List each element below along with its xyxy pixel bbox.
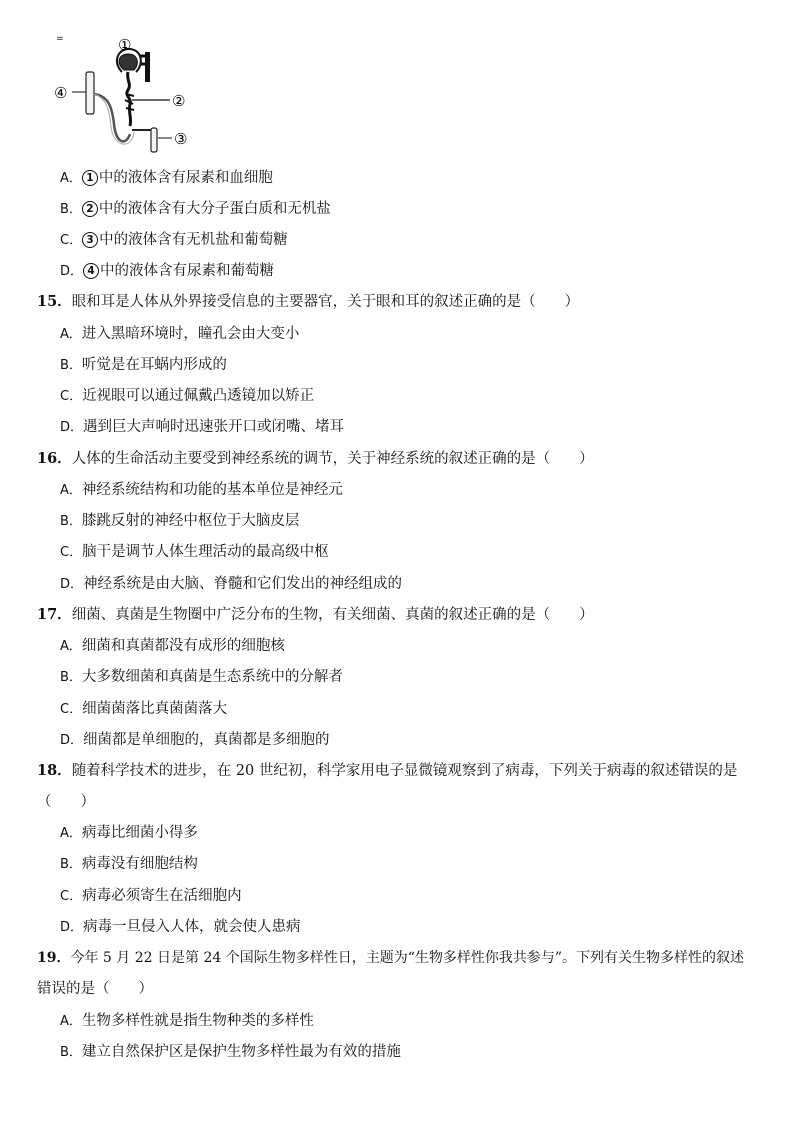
vessel bbox=[145, 52, 150, 82]
option-text: 神经系统结构和功能的基本单位是神经元 bbox=[81, 482, 343, 498]
question-number: 15． bbox=[37, 293, 72, 310]
label-2: ② bbox=[172, 92, 186, 110]
option-letter: C． bbox=[60, 702, 83, 717]
question-text: 今年 5 月 22 日是第 24 个国际生物多样性日，主题为“生物多样性你我共参与”。下列有关生物多样性的叙述 bbox=[70, 950, 745, 966]
outflow-vessel bbox=[151, 128, 157, 152]
option-letter: B． bbox=[60, 358, 82, 373]
question-number: 18． bbox=[37, 762, 72, 779]
q15-option-a[interactable] bbox=[0, 322, 794, 346]
option-letter: D． bbox=[60, 264, 84, 279]
option-text: 病毒必须寄生在活细胞内 bbox=[82, 888, 242, 904]
option-text: 中的液体含有大分子蛋白质和无机盐 bbox=[98, 201, 331, 217]
q18-stem-continued bbox=[0, 790, 794, 814]
question-text-continued: 错误的是（ ） bbox=[37, 981, 153, 997]
option-letter: B． bbox=[60, 202, 82, 217]
q16-option-a[interactable] bbox=[0, 478, 794, 502]
q14-option-d[interactable] bbox=[0, 259, 794, 283]
q19-option-a[interactable] bbox=[0, 1009, 794, 1033]
q18-option-d[interactable] bbox=[0, 915, 794, 939]
option-letter: A． bbox=[60, 483, 82, 498]
q19-option-b[interactable] bbox=[0, 1040, 794, 1064]
renal-tubule bbox=[127, 72, 131, 126]
answer-bracket: （ ） bbox=[37, 794, 95, 810]
nephron-illustration bbox=[52, 34, 202, 158]
option-letter: A． bbox=[60, 1014, 82, 1029]
option-text: 听觉是在耳蜗内形成的 bbox=[81, 357, 227, 373]
option-text: 病毒比细菌小得多 bbox=[81, 825, 198, 841]
circled-number: 4 bbox=[83, 263, 99, 279]
option-text: 病毒没有细胞结构 bbox=[81, 856, 198, 872]
option-text: 病毒一旦侵入人体，就会使人患病 bbox=[83, 919, 301, 935]
q15-option-b[interactable] bbox=[0, 353, 794, 377]
option-text: 大多数细菌和真菌是生态系统中的分解者 bbox=[81, 669, 343, 685]
option-letter: A． bbox=[60, 826, 82, 841]
option-letter: A． bbox=[60, 171, 82, 186]
option-letter: C． bbox=[60, 389, 83, 404]
question-text: 人体的生命活动主要受到神经系统的调节，关于神经系统的叙述正确的是（ ） bbox=[71, 451, 594, 467]
q14-option-c[interactable] bbox=[0, 228, 794, 252]
q18-stem bbox=[0, 759, 794, 783]
option-text: 中的液体含有尿素和葡萄糖 bbox=[100, 263, 275, 279]
option-letter: B． bbox=[60, 1045, 82, 1060]
option-letter: C． bbox=[60, 233, 83, 248]
option-text: 细菌菌落比真菌菌落大 bbox=[82, 701, 228, 717]
label-3: ③ bbox=[174, 130, 188, 148]
q15-option-d[interactable] bbox=[0, 415, 794, 439]
question-number: 17． bbox=[37, 606, 72, 623]
option-letter: D． bbox=[60, 733, 84, 748]
q19-stem-continued bbox=[0, 977, 794, 1001]
q16-option-c[interactable] bbox=[0, 540, 794, 564]
q16-option-b[interactable] bbox=[0, 509, 794, 533]
option-text: 中的液体含有无机盐和葡萄糖 bbox=[99, 232, 288, 248]
option-text: 近视眼可以通过佩戴凸透镜加以矫正 bbox=[82, 388, 315, 404]
option-text: 细菌和真菌都没有成形的细胞核 bbox=[81, 638, 285, 654]
option-letter: C． bbox=[60, 545, 83, 560]
option-letter: A． bbox=[60, 327, 82, 342]
q14-option-b[interactable] bbox=[0, 197, 794, 221]
option-text: 生物多样性就是指生物种类的多样性 bbox=[81, 1013, 314, 1029]
option-letter: B． bbox=[60, 670, 82, 685]
option-letter: B． bbox=[60, 857, 82, 872]
circled-number: 2 bbox=[82, 201, 98, 217]
option-text: 脑干是调节人体生理活动的最高级中枢 bbox=[82, 544, 329, 560]
option-letter: B． bbox=[60, 514, 82, 529]
q15-stem bbox=[0, 290, 794, 314]
option-text: 遇到巨大声响时迅速张开口或闭嘴、堵耳 bbox=[83, 419, 345, 435]
q17-option-a[interactable] bbox=[0, 634, 794, 658]
q17-stem bbox=[0, 603, 794, 627]
q15-option-c[interactable] bbox=[0, 384, 794, 408]
circled-number: 1 bbox=[82, 170, 98, 186]
option-letter: D． bbox=[60, 420, 84, 435]
q19-stem bbox=[0, 946, 794, 970]
q18-option-c[interactable] bbox=[0, 884, 794, 908]
q17-option-d[interactable] bbox=[0, 728, 794, 752]
q18-option-b[interactable] bbox=[0, 852, 794, 876]
q14-option-a[interactable] bbox=[0, 166, 794, 190]
option-letter: D． bbox=[60, 577, 84, 592]
q16-option-d[interactable] bbox=[0, 572, 794, 596]
question-text: 随着科学技术的进步，在 20 世纪初，科学家用电子显微镜观察到了病毒，下列关于病毒的叙述错误的是 bbox=[71, 763, 738, 779]
option-letter: D． bbox=[60, 920, 84, 935]
option-text: 中的液体含有尿素和血细胞 bbox=[98, 170, 273, 186]
label-4: ④ bbox=[54, 84, 68, 102]
question-number: 19． bbox=[37, 950, 71, 966]
option-text: 进入黑暗环境时，瞳孔会由大变小 bbox=[81, 326, 300, 342]
collecting-duct bbox=[86, 72, 94, 114]
question-text: 眼和耳是人体从外界接受信息的主要器官，关于眼和耳的叙述正确的是（ ） bbox=[71, 294, 580, 310]
question-number: 16． bbox=[37, 450, 72, 467]
corner-mark: = bbox=[56, 34, 64, 44]
option-text: 建立自然保护区是保护生物多样性最为有效的措施 bbox=[81, 1044, 401, 1060]
option-letter: C． bbox=[60, 889, 83, 904]
option-text: 膝跳反射的神经中枢位于大脑皮层 bbox=[81, 513, 300, 529]
nephron-diagram bbox=[52, 34, 202, 158]
q16-stem bbox=[0, 447, 794, 471]
q18-option-a[interactable] bbox=[0, 821, 794, 845]
q17-option-c[interactable] bbox=[0, 697, 794, 721]
tubule-loop bbox=[94, 94, 130, 141]
q17-option-b[interactable] bbox=[0, 665, 794, 689]
label-1: ① bbox=[118, 36, 132, 54]
option-text: 细菌都是单细胞的，真菌都是多细胞的 bbox=[83, 732, 330, 748]
glomerulus bbox=[119, 54, 137, 70]
question-text: 细菌、真菌是生物圈中广泛分布的生物，有关细菌、真菌的叙述正确的是（ ） bbox=[71, 607, 594, 623]
option-text: 神经系统是由大脑、脊髓和它们发出的神经组成的 bbox=[83, 576, 403, 592]
circled-number: 3 bbox=[82, 232, 98, 248]
option-letter: A． bbox=[60, 639, 82, 654]
